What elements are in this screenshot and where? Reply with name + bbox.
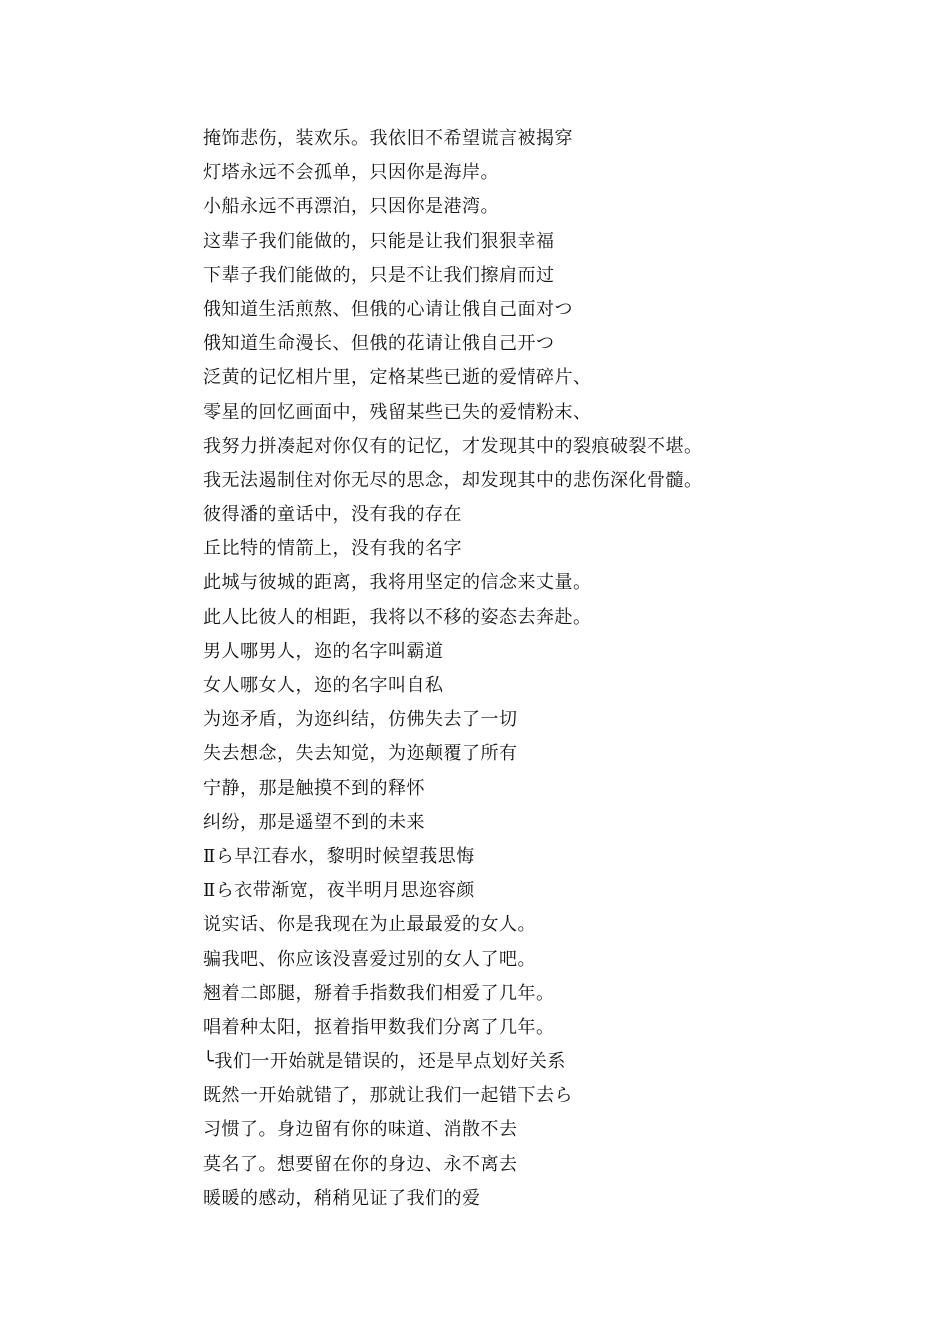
text-line: 暖暖的感动，稍稍见证了我们的爱 xyxy=(203,1187,481,1209)
poem-text-block xyxy=(203,122,923,1216)
text-line: 此城与彼城的距离，我将用坚定的信念来丈量。 xyxy=(203,572,592,594)
text-line: 灯塔永远不会孤单，只因你是海岸。 xyxy=(203,162,499,184)
text-line: 泛黄的记忆相片里，定格某些已逝的爱情碎片、 xyxy=(203,367,592,389)
text-line: 丘比特的情箭上，没有我的名字 xyxy=(203,538,462,560)
text-line: ╰我们一开始就是错误的，还是早点划好关系 xyxy=(203,1051,566,1073)
text-line: 骗我吧、你应该没喜爱过别的女人了吧。 xyxy=(203,948,536,970)
text-line: 唱着种太阳，抠着指甲数我们分离了几年。 xyxy=(203,1016,555,1038)
text-line: 宁静，那是触摸不到的释怀 xyxy=(203,777,425,799)
text-line: 零星的回忆画面中，残留某些已失的爱情粉末、 xyxy=(203,401,592,423)
text-line: 男人哪男人，迩的名字叫霸道 xyxy=(203,640,444,662)
text-line: 俄知道生命漫长、但俄的花请让俄自己开つ xyxy=(203,333,555,355)
text-line: 习惯了。身边留有你的味道、消散不去 xyxy=(203,1119,518,1141)
text-line: 我无法遏制住对你无尽的思念，却发现其中的悲伤深化骨髓。 xyxy=(203,469,703,491)
text-line: 说实话、你是我现在为止最最爱的女人。 xyxy=(203,914,536,936)
text-line: 既然一开始就错了，那就让我们一起错下去ら xyxy=(203,1085,573,1107)
text-line: 这辈子我们能做的，只能是让我们狠狠幸福 xyxy=(203,230,555,252)
text-line: Ⅱら早江春水，黎明时候望莪思悔 xyxy=(203,845,475,867)
text-line: Ⅱら衣带渐宽，夜半明月思迩容颜 xyxy=(203,880,475,902)
text-line: 小船永远不再漂泊，只因你是港湾。 xyxy=(203,196,499,218)
text-line: 掩饰悲伤，装欢乐。我依旧不希望谎言被揭穿 xyxy=(203,128,573,149)
text-line: 失去想念，失去知觉，为迩颠覆了所有 xyxy=(203,743,518,765)
text-line: 莫名了。想要留在你的身边、永不离去 xyxy=(203,1153,518,1175)
text-line: 翘着二郎腿，掰着手指数我们相爱了几年。 xyxy=(203,982,555,1004)
text-line: 彼得潘的童话中，没有我的存在 xyxy=(203,504,462,526)
text-line: 我努力拼凑起对你仅有的记忆，才发现其中的裂痕破裂不堪。 xyxy=(203,435,703,457)
text-line: 为迩矛盾，为迩纠结，仿佛失去了一切 xyxy=(203,709,518,731)
text-line: 下辈子我们能做的，只是不让我们擦肩而过 xyxy=(203,264,555,286)
text-line: 女人哪女人，迩的名字叫自私 xyxy=(203,675,444,696)
text-line: 此人比彼人的相距，我将以不移的姿态去奔赴。 xyxy=(203,606,592,628)
text-line: 纠纷，那是遥望不到的未来 xyxy=(203,811,425,833)
text-line: 俄知道生活煎熬、但俄的心请让俄自己面对つ xyxy=(203,298,573,320)
